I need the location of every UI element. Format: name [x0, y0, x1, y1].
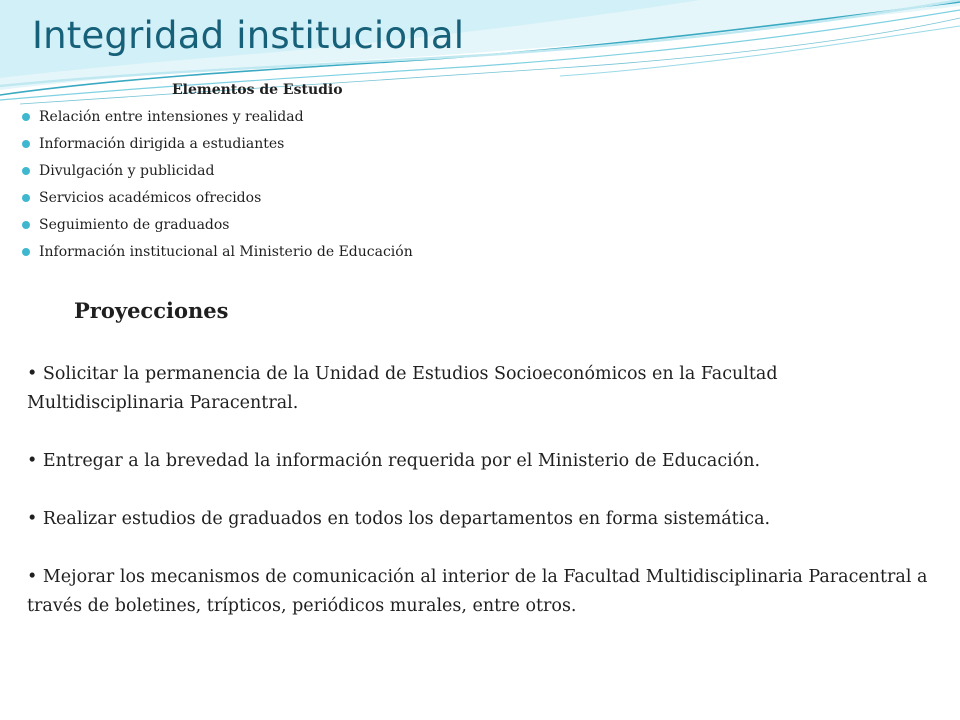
study-elements-list [22, 107, 413, 269]
bullet-icon [22, 194, 30, 202]
bullet-icon [22, 113, 30, 121]
projection-item: • Entregar a la brevedad la información requerida por el Ministerio de Educación. [27, 451, 761, 471]
bullet-icon [22, 140, 30, 148]
list-item-label: Seguimiento de graduados [39, 217, 230, 233]
projections-list [27, 360, 932, 650]
list-item-label: Información institucional al Ministerio de Educación [39, 244, 413, 260]
projections-heading: Proyecciones [74, 298, 229, 323]
list-item [22, 242, 413, 269]
list-item-label: Servicios académicos ofrecidos [39, 190, 262, 206]
bullet-icon [22, 248, 30, 256]
list-item [22, 107, 413, 134]
list-item-label: Información dirigida a estudiantes [39, 136, 285, 152]
list-item [22, 134, 413, 161]
projection-item: • Mejorar los mecanismos de comunicación al interior de la Facultad Multidisciplinaria Paracentral a través de boletines, trípticos, periódicos murales, entre otros. [27, 567, 928, 616]
list-item [22, 161, 413, 188]
list-item [22, 215, 413, 242]
bullet-icon [22, 221, 30, 229]
list-item [22, 188, 413, 215]
list-item-label: Divulgación y publicidad [39, 163, 215, 179]
projection-item: • Realizar estudios de graduados en todos los departamentos en forma sistemática. [27, 509, 771, 529]
slide-title: Integridad institucional [32, 14, 465, 57]
list-item-label: Relación entre intensiones y realidad [39, 109, 304, 125]
study-elements-heading: Elementos de Estudio [172, 82, 343, 98]
projection-item: • Solicitar la permanencia de la Unidad de Estudios Socioeconómicos en la Facultad Multidisciplinaria Paracentral. [27, 364, 778, 413]
bullet-icon [22, 167, 30, 175]
